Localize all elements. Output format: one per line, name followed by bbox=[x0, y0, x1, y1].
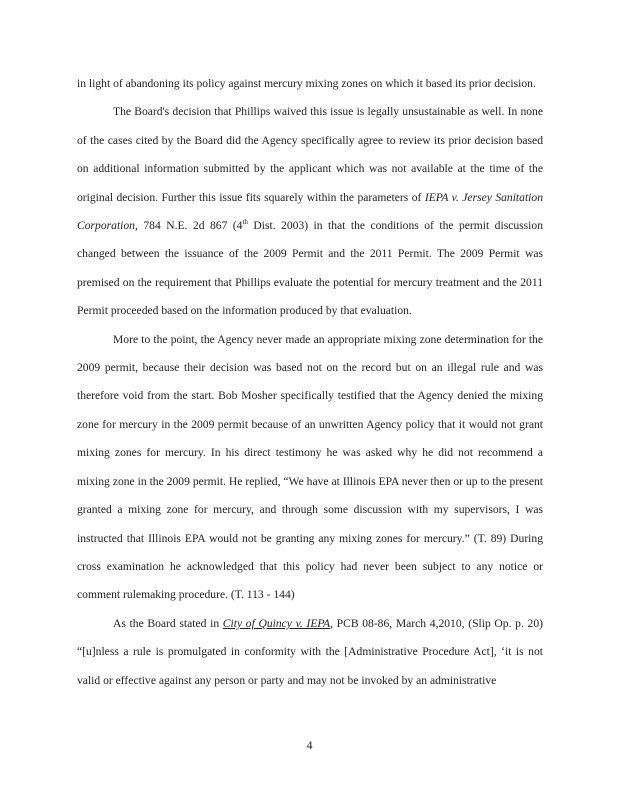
paragraph-3 bbox=[77, 326, 543, 610]
paragraph-2 bbox=[77, 98, 543, 325]
paragraph-2-text-c: Dist. 2003) in that the conditions of the permit discussion changed between the issuance of the 2009 Permit and the 2011 Permit. The 2009 Permit was premised on the requirement that Phillips evaluate the potential for mercury treatment and the 2011 Permit proceeded based on the information produced by that evaluation. bbox=[77, 219, 543, 318]
body-text bbox=[77, 70, 543, 695]
paragraph-4-text-a: As the Board stated in bbox=[113, 616, 223, 630]
case-citation-city-of-quincy: City of Quincy v. IEPA bbox=[222, 616, 331, 630]
paragraph-4 bbox=[77, 610, 543, 695]
case-citation-jersey-sanitation: IEPA v. Jersey Sanitation Corporation, bbox=[77, 190, 543, 233]
paragraph-3-text: More to the point, the Agency never made an appropriate mixing zone determination for the 2009 permit, because their decision was based not on the record but on an illegal rule and was therefore void from the start. Bob Mosher specifically testified that the Agency denied the mixing zone for mercury in the 2009 permit because of an unwritten Agency policy that it would not grant mixing zones for mercury. In his direct testimony he was asked why he did not recommend a mixing zone in the 2009 permit. He replied, “We have at Illinois EPA never then or up to the present granted a mixing zone for mercury, and through some discussion with my supervisors, I was instructed that Illinois EPA would not be granting any mixing zones for mercury.” (T. 89) During cross examination he acknowledged that this policy had never been subject to any notice or comment rulemaking procedure. (T. 113 - 144) bbox=[77, 332, 543, 602]
paragraph-2-text-b: 784 N.E. 2d 867 (4 bbox=[137, 219, 243, 233]
page-number: 4 bbox=[306, 738, 313, 752]
paragraph-1 bbox=[77, 70, 543, 98]
paragraph-4-text-b: , PCB 08-86, March 4,2010, (Slip Op. p. 20) “[u]nless a rule is promulgated in conformity with the [Administrative Procedure Act], ‘it is not valid or effective against any person or party and may not be invoked by an administrative bbox=[77, 616, 543, 687]
ordinal-superscript: th bbox=[242, 218, 248, 227]
paragraph-2-text-a: The Board's decision that Phillips waived this issue is legally unsustainable as well. In none of the cases cited by the Board did the Agency specifically agree to review its prior decision based on additional information submitted by the applicant which was not available at the time of the original decision. Further this issue fits squarely within the parameters of bbox=[77, 105, 543, 204]
paragraph-1-text: in light of abandoning its policy against mercury mixing zones on which it based its prior decision. bbox=[77, 77, 536, 90]
